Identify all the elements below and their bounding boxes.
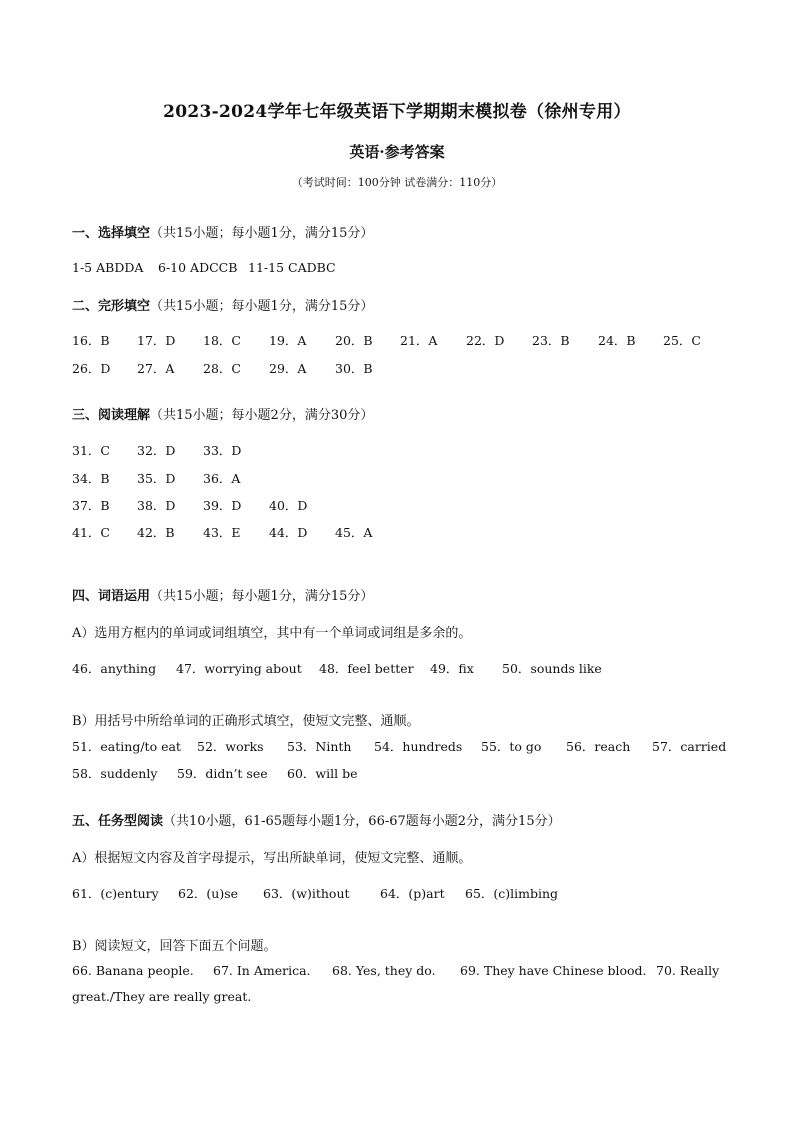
answer-item: 50．sounds like (502, 661, 602, 676)
answer-item: 40．D (269, 498, 308, 513)
answer-item: 42．B (137, 525, 175, 540)
section-4-heading-bold: 四、词语运用 (72, 589, 151, 604)
answer-item: 45．A (335, 525, 373, 540)
section-4-heading (72, 585, 373, 604)
section-5-heading (72, 810, 561, 829)
section-5-heading-bold: 五、任务型阅读 (72, 814, 164, 829)
section-2-heading-bold: 二、完形填空 (72, 299, 151, 314)
section-1-heading-rest: （共15小题；每小题1分，满分15分） (150, 226, 374, 241)
answer-item: 68. Yes, they do. (332, 963, 436, 978)
answer-item: 32．D (137, 443, 176, 458)
section-5-part-b-instruction: B）阅读短文，回答下面五个问题。 (72, 939, 277, 954)
answer-item: 36．A (203, 471, 241, 486)
answer-item: 20．B (335, 333, 373, 348)
section-3-heading-bold: 三、阅读理解 (72, 408, 151, 423)
answer-item: 28．C (203, 361, 241, 376)
answer-item: 37．B (72, 498, 110, 513)
answer-item: 55．to go (481, 739, 542, 754)
section-5-heading-rest: （共10小题，61-65题每小题1分，66-67题每小题2分，满分15分） (163, 814, 561, 829)
section-4-part-a-instruction: A）选用方框内的单词或词组填空，其中有一个单词或词组是多余的。 (72, 626, 472, 641)
section-5-part-a-instruction: A）根据短文内容及首字母提示，写出所缺单词，使短文完整、通顺。 (72, 851, 472, 866)
answer-item: 67. In America. (213, 963, 311, 978)
answer-item: 11-15 CADBC (248, 260, 336, 275)
section-1-heading-bold: 一、选择填空 (72, 226, 151, 241)
answer-item: 19．A (269, 333, 307, 348)
answer-item: 58．suddenly (72, 766, 158, 781)
answer-item: 1-5 ABDDA (72, 260, 144, 275)
answer-item: 26．D (72, 361, 111, 376)
answer-item: 27．A (137, 361, 175, 376)
answer-item: 22．D (466, 333, 505, 348)
answer-item: 6-10 ADCCB (158, 260, 238, 275)
answer-item: 18．C (203, 333, 241, 348)
answer-item: 59．didn’t see (177, 766, 268, 781)
answer-item: 52．works (197, 739, 264, 754)
section-2-heading-rest: （共15小题；每小题1分，满分15分） (150, 299, 374, 314)
answer-item: 43．E (203, 525, 241, 540)
answer-item: 17．D (137, 333, 176, 348)
answer-item: 65．(c)limbing (465, 886, 559, 901)
answer-item: 62．(u)se (178, 886, 239, 901)
page-title: 2023-2024学年七年级英语下学期期末模拟卷（徐州专用） (163, 102, 631, 122)
answer-item: 31．C (72, 443, 110, 458)
page-subtitle: 英语·参考答案 (349, 143, 445, 161)
answer-item: 51．eating/to eat (72, 739, 181, 754)
section-3-heading (72, 404, 373, 423)
section-4-heading-rest: （共15小题；每小题1分，满分15分） (150, 589, 374, 604)
answer-item: 34．B (72, 471, 110, 486)
answer-item: 69. They have Chinese blood. (460, 963, 647, 978)
answer-item: 64．(p)art (380, 886, 445, 901)
section-3-heading-rest: （共15小题；每小题2分，满分30分） (150, 408, 374, 423)
answer-item: 48．feel better (319, 661, 414, 676)
section-2-heading (72, 295, 373, 314)
answer-item: 30．B (335, 361, 373, 376)
answer-item: 35．D (137, 471, 176, 486)
answer-item: 53．Ninth (287, 739, 352, 754)
answer-item: 24．B (598, 333, 636, 348)
answer-item: 49．fix (430, 661, 474, 676)
answer-item: 25．C (663, 333, 701, 348)
answer-item: 47．worrying about (176, 661, 302, 676)
answer-item: 63．(w)ithout (263, 886, 350, 901)
answer-item: 54．hundreds (374, 739, 463, 754)
answer-item: 61．(c)entury (72, 886, 159, 901)
section-1-heading (72, 222, 373, 241)
section-4-part-b-instruction: B）用括号中所给单词的正确形式填空，使短文完整、通顺。 (72, 714, 420, 729)
answer-item-continuation: great./They are really great. (72, 989, 252, 1004)
answer-item: 21．A (400, 333, 438, 348)
answer-item: 33．D (203, 443, 242, 458)
answer-item: 66. Banana people. (72, 963, 194, 978)
answer-item: 39．D (203, 498, 242, 513)
answer-item: 70. Really (656, 963, 720, 978)
answer-item: 56．reach (566, 739, 631, 754)
answer-item: 46．anything (72, 661, 157, 676)
answer-item: 23．B (532, 333, 570, 348)
answer-item: 57．carried (652, 739, 727, 754)
answer-item: 44．D (269, 525, 308, 540)
exam-info: （考试时间：100分钟 试卷满分：110分） (291, 176, 503, 189)
answer-item: 60．will be (287, 766, 358, 781)
answer-item: 16．B (72, 333, 110, 348)
answer-item: 38．D (137, 498, 176, 513)
answer-item: 41．C (72, 525, 110, 540)
answer-item: 29．A (269, 361, 307, 376)
